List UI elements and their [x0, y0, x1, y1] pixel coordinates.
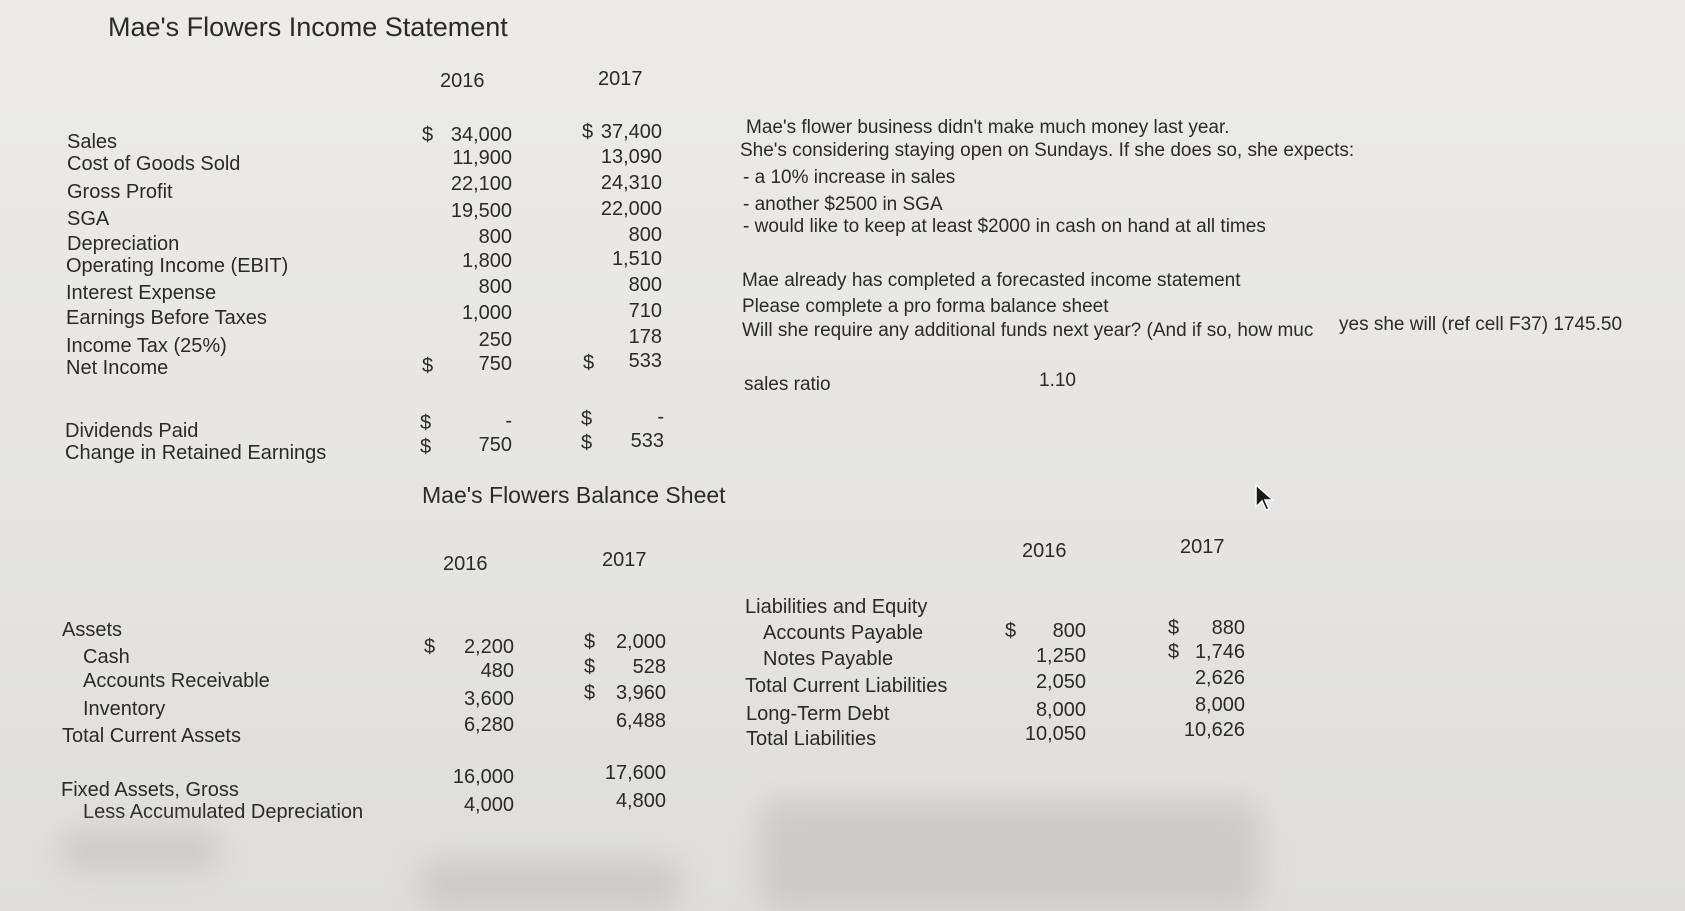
value-2016: 22,100 [450, 173, 512, 195]
sales-ratio-value: 1.10 [1039, 370, 1076, 391]
row-label: Depreciation [67, 233, 180, 255]
liability-2016: 10,050 [1024, 723, 1086, 745]
value-2016: 800 [478, 276, 512, 298]
value-2017: 22,000 [600, 198, 662, 220]
note-line: Please complete a pro forma balance sheet [742, 296, 1109, 317]
liability-label: Total Current Liabilities [745, 675, 948, 697]
value-2017: 533 [628, 350, 662, 372]
liability-2016: 8,000 [1035, 699, 1086, 721]
row-label: Cost of Goods Sold [67, 153, 241, 175]
liability-label: Long-Term Debt [746, 703, 890, 725]
liabilities-header: Liabilities and Equity [745, 596, 928, 618]
row-label: Gross Profit [67, 181, 173, 203]
row-label: Net Income [66, 357, 169, 379]
value-2017: 37,400 [600, 121, 662, 143]
value-2017: 13,090 [600, 146, 662, 168]
asset-label: Total Current Assets [62, 725, 241, 747]
is-year-2017: 2017 [598, 68, 643, 90]
asset-2016: 3,600 [463, 688, 514, 710]
currency-symbol: $ [581, 408, 593, 430]
asset-2017: 528 [632, 656, 666, 678]
liab-year-2016: 2016 [1022, 540, 1067, 562]
dividends-2016: - [505, 410, 512, 432]
assets-header: Assets [62, 619, 123, 641]
liability-label: Accounts Payable [763, 622, 924, 644]
mouse-pointer-icon [1254, 483, 1276, 513]
row-label: Operating Income (EBIT) [66, 255, 289, 277]
row-label: Income Tax (25%) [66, 335, 227, 357]
liability-2016: 800 [1052, 620, 1086, 642]
dividends-label: Dividends Paid [65, 420, 199, 442]
value-2016: 11,900 [452, 147, 512, 169]
value-2017: 24,310 [600, 172, 662, 194]
value-2016: 250 [478, 329, 512, 351]
asset-label: Less Accumulated Depreciation [83, 801, 364, 823]
currency-symbol: $ [422, 355, 434, 377]
blurred-area [60, 830, 220, 870]
change-re-label: Change in Retained Earnings [65, 442, 327, 464]
liability-2017: 880 [1211, 617, 1245, 639]
currency-symbol: $ [584, 631, 596, 653]
value-2017: 710 [628, 300, 662, 322]
liability-label: Total Liabilities [746, 728, 877, 750]
value-2017: 1,510 [611, 248, 662, 270]
liability-label: Notes Payable [763, 648, 894, 670]
value-2017: 178 [628, 326, 662, 348]
asset-2017: 17,600 [604, 762, 666, 784]
sales-ratio-label: sales ratio [744, 374, 831, 395]
note-line: - another $2500 in SGA [743, 194, 943, 215]
asset-label: Inventory [83, 698, 166, 720]
change-re-2017: 533 [630, 430, 664, 452]
asset-label: Fixed Assets, Gross [61, 779, 239, 801]
row-label: SGA [67, 208, 110, 230]
value-2016: 34,000 [450, 124, 512, 146]
currency-symbol: $ [584, 656, 596, 678]
answer-text: yes she will (ref cell F37) 1745.50 [1339, 314, 1623, 335]
dividends-2017: - [657, 406, 664, 428]
asset-2017: 4,800 [615, 790, 666, 812]
liability-2016: 1,250 [1035, 645, 1086, 667]
note-line: - a 10% increase in sales [743, 167, 956, 188]
bs-year-2017: 2017 [602, 549, 647, 571]
liability-2017: 8,000 [1194, 694, 1245, 716]
asset-label: Accounts Receivable [83, 670, 270, 692]
row-label: Sales [67, 131, 118, 153]
income-statement-title: Mae's Flowers Income Statement [108, 12, 508, 42]
currency-symbol: $ [1168, 641, 1180, 663]
blurred-area [760, 800, 1260, 910]
value-2016: 750 [478, 353, 512, 375]
asset-2017: 6,488 [615, 710, 666, 732]
note-line: - would like to keep at least $2000 in cash on hand at all times [743, 216, 1266, 237]
liability-2017: 1,746 [1194, 641, 1245, 663]
currency-symbol: $ [420, 436, 432, 458]
blurred-area [420, 860, 680, 910]
currency-symbol: $ [1168, 617, 1180, 639]
row-label: Earnings Before Taxes [66, 307, 267, 329]
currency-symbol: $ [581, 432, 593, 454]
change-re-2016: 750 [478, 434, 512, 456]
asset-2016: 16,000 [452, 766, 514, 788]
currency-symbol: $ [424, 636, 436, 658]
row-label: Interest Expense [66, 282, 217, 304]
value-2016: 800 [478, 226, 512, 248]
asset-2016: 4,000 [463, 794, 514, 816]
value-2017: 800 [628, 224, 662, 246]
asset-label: Cash [83, 646, 130, 668]
liability-2017: 2,626 [1194, 667, 1245, 689]
asset-2016: 480 [480, 660, 514, 682]
currency-symbol: $ [584, 682, 596, 704]
value-2017: 800 [628, 274, 662, 296]
value-2016: 1,800 [461, 250, 512, 272]
value-2016: 1,000 [461, 302, 512, 324]
note-line: Will she require any additional funds next year? (And if so, how muc [742, 320, 1314, 341]
bs-year-2016: 2016 [443, 553, 488, 575]
note-line: She's considering staying open on Sundays. If she does so, she expects: [740, 140, 1355, 161]
liab-year-2017: 2017 [1180, 536, 1225, 558]
asset-2017: 2,000 [615, 631, 666, 653]
balance-sheet-title: Mae's Flowers Balance Sheet [422, 482, 726, 508]
asset-2016: 6,280 [463, 714, 514, 736]
liability-2017: 10,626 [1183, 719, 1245, 741]
currency-symbol: $ [422, 124, 434, 146]
asset-2016: 2,200 [463, 636, 514, 658]
value-2016: 19,500 [450, 200, 512, 222]
liability-2016: 2,050 [1035, 671, 1086, 693]
note-line: Mae already has completed a forecasted income statement [742, 270, 1241, 291]
asset-2017: 3,960 [615, 682, 666, 704]
is-year-2016: 2016 [440, 70, 485, 92]
currency-symbol: $ [583, 352, 595, 374]
currency-symbol: $ [1005, 620, 1017, 642]
currency-symbol: $ [582, 121, 594, 143]
currency-symbol: $ [420, 412, 432, 434]
note-line: Mae's flower business didn't make much money last year. [746, 117, 1230, 138]
